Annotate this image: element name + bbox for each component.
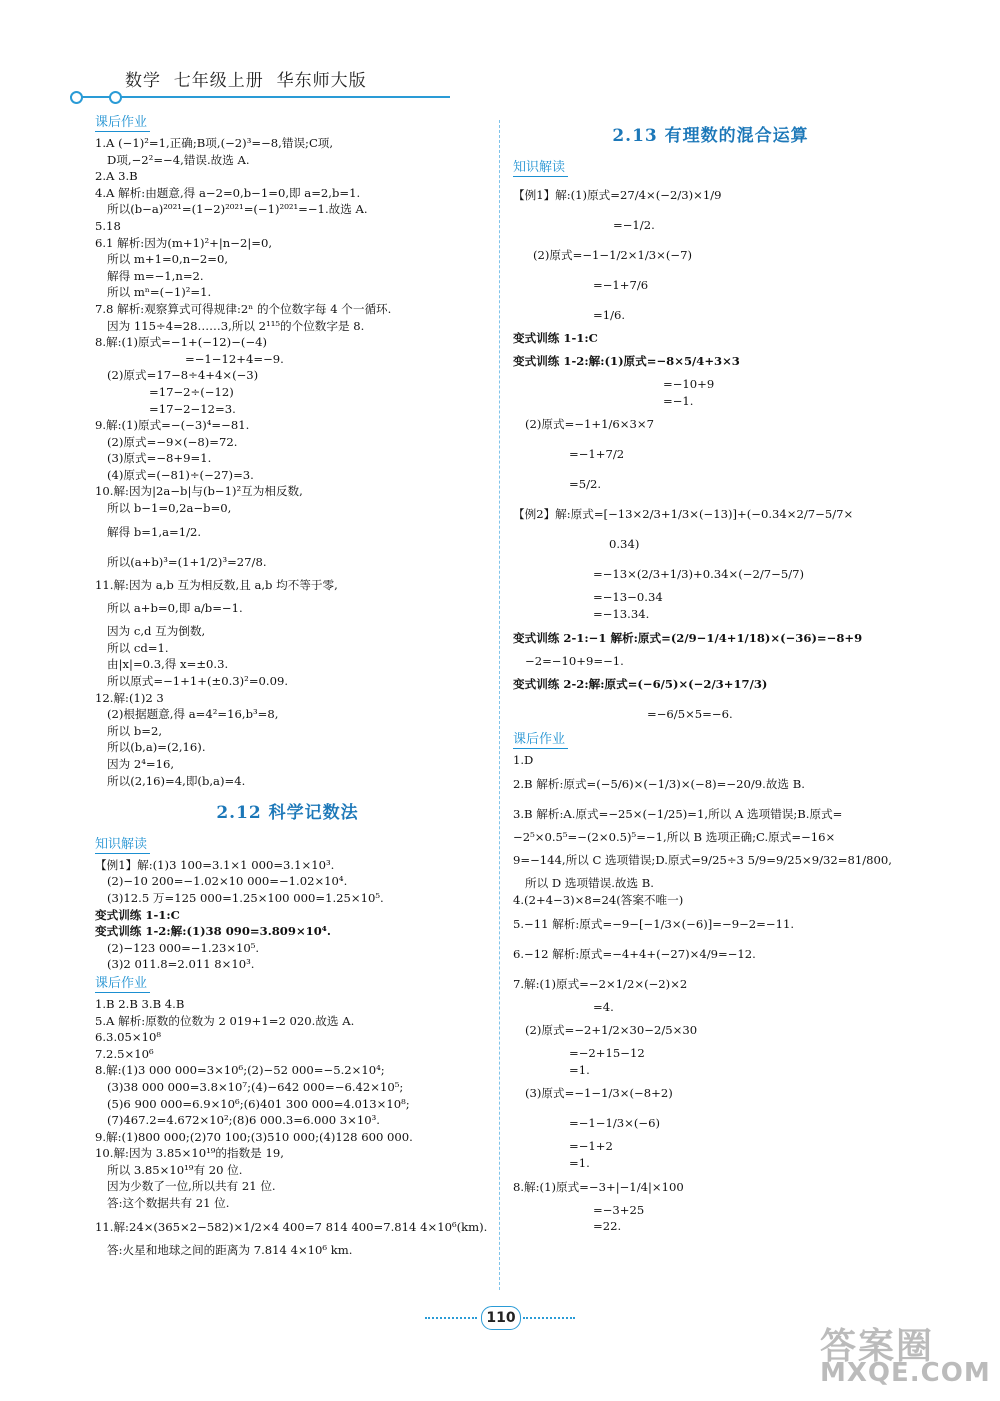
- chapter-title: 2.13 有理数的混合运算: [612, 126, 809, 146]
- chapter-title: 2.12 科学记数法: [216, 803, 359, 824]
- answer-line: =1/6.: [593, 307, 626, 322]
- answer-line: 所以(a+b)³=(1+1/2)³=27/8.: [107, 554, 267, 569]
- answer-line: 答:这个数据共有 21 位.: [107, 1196, 230, 1211]
- answer-line: 因为 2⁴=16,: [107, 757, 175, 771]
- footer-dots-right: [523, 1317, 575, 1321]
- answer-line: 6.−12 解析:原式=−4+4+(−27)×4/9=−12.: [513, 946, 756, 961]
- section-heading: 知识解读: [513, 159, 568, 177]
- answer-line: (5)6 900 000=6.9×10⁶;(6)401 300 000=4.013×10⁸;: [107, 1096, 410, 1111]
- answer-line: 所以(b,a)=(2,16).: [107, 740, 206, 755]
- header-rule: [70, 96, 450, 98]
- watermark-logo: 答案圈: [820, 1326, 935, 1367]
- answer-line: 8.解:(1)3 000 000=3×10⁶;(2)−52 000=−5.2×10⁴;: [95, 1063, 385, 1078]
- answer-line: =−1/2.: [613, 217, 655, 232]
- answer-line: 9.解:(1)800 000;(2)70 100;(3)510 000;(4)128 600 000.: [95, 1129, 413, 1144]
- answer-line: =4.: [593, 999, 614, 1014]
- answer-line: 因为 115÷4=28……3,所以 2¹¹⁵的个位数字是 8.: [107, 318, 365, 333]
- answer-line: 变式训练 1-1:C: [513, 330, 598, 345]
- answer-line: 所以 m+1=0,n−2=0,: [107, 252, 229, 267]
- answer-line: (2)−123 000=−1.23×10⁵.: [107, 940, 260, 955]
- answer-line: (2)原式=17−8÷4+4×(−3): [107, 368, 259, 383]
- answer-line: 所以 cd=1.: [107, 640, 169, 655]
- answer-line: =−6/5×5=−6.: [647, 707, 733, 722]
- answer-line: 4.A 解析:由题意,得 a−2=0,b−1=0,即 a=2,b=1.: [95, 185, 361, 200]
- answer-line: 解得 b=1,a=1/2.: [107, 524, 202, 539]
- answer-line: (3)2 011.8=2.011 8×10³.: [107, 957, 255, 972]
- answer-line: 10.解:因为|2a−b|与(b−1)²互为相反数,: [95, 484, 303, 499]
- answer-line: 11.解:24×(365×2−582)×1/2×4 400=7 814 400=7.814 4×10⁶(km).: [95, 1219, 488, 1234]
- answer-line: 2.A 3.B: [95, 169, 138, 184]
- answer-line: =−1.: [663, 393, 694, 408]
- answer-line: 11.解:因为 a,b 互为相反数,且 a,b 均不等于零,: [95, 577, 338, 592]
- answer-line: 3.B 解析:A.原式=−25×(−1/25)=1,所以 A 选项错误;B.原式=: [513, 806, 843, 821]
- answer-line: (2)原式=−2+1/2×30−2/5×30: [525, 1023, 698, 1038]
- answer-line: 所以 a+b=0,即 a/b=−1.: [107, 601, 243, 616]
- answer-line: 因为少数了一位,所以共有 21 位.: [107, 1179, 276, 1194]
- answer-line: 所以(b−a)²⁰²¹=(1−2)²⁰²¹=(−1)²⁰²¹=−1.故选 A.: [107, 202, 368, 217]
- page-header: [0, 0, 1000, 110]
- answer-line: =22.: [593, 1219, 622, 1234]
- answer-line: −2⁵×0.5⁵=−(2×0.5)⁵=−1,所以 B 选项正确;C.原式=−16×: [513, 829, 836, 844]
- answer-line: 9.解:(1)原式=−(−3)⁴=−81.: [95, 418, 250, 433]
- section-heading: 课后作业: [513, 731, 568, 749]
- answer-line: 所以 D 选项错误.故选 B.: [525, 876, 654, 891]
- answer-line: =−1+2: [569, 1139, 613, 1154]
- answer-line: =−1+7/2: [569, 447, 625, 462]
- answer-line: 12.解:(1)2 3: [95, 690, 164, 705]
- section-heading: 课后作业: [95, 114, 150, 132]
- answer-line: 8.解:(1)原式=−1+(−12)−(−4): [95, 335, 268, 350]
- answer-line: (3)12.5 万=125 000=1.25×100 000=1.25×10⁵.: [107, 890, 384, 905]
- answer-line: 0.34): [609, 537, 640, 552]
- answer-line: 6.3.05×10⁸: [95, 1030, 161, 1045]
- answer-line: 【例2】解:原式=[−13×2/3+1/3×(−13)]+(−0.34×2/7−5/7×: [513, 507, 854, 522]
- answer-line: 所以 b−1=0,2a−b=0,: [107, 501, 232, 516]
- answer-line: 9=−144,所以 C 选项错误;D.原式=9/25÷3 5/9=9/25×9/32=81/800,: [513, 853, 892, 868]
- answer-line: 【例1】解:(1)原式=27/4×(−2/3)×1/9: [513, 187, 722, 202]
- header-dot-left: [70, 91, 83, 104]
- footer-dots-left: [425, 1317, 477, 1321]
- answer-line: 1.A (−1)²=1,正确;B项,(−2)³=−8,错误;C项,: [95, 136, 334, 150]
- answer-line: =−13.34.: [593, 606, 650, 621]
- answer-line: =−10+9: [663, 377, 715, 392]
- answer-line: (3)原式=−1−1/3×(−8+2): [525, 1086, 673, 1101]
- answer-line: (4)原式=(−81)÷(−27)=3.: [107, 467, 254, 482]
- answer-line: 7.2.5×10⁶: [95, 1046, 154, 1061]
- watermark: [820, 1318, 991, 1388]
- answer-line: −2=−10+9=−1.: [525, 653, 624, 668]
- answer-line: (2)原式=−1+1/6×3×7: [525, 417, 654, 432]
- answer-line: 【例1】解:(1)3 100=3.1×1 000=3.1×10³.: [95, 857, 335, 872]
- answer-line: =17−2÷(−12): [149, 384, 234, 399]
- answer-line: 4.(2+4−3)×8=24(答案不唯一): [513, 892, 684, 907]
- answer-line: 变式训练 1-1:C: [95, 907, 180, 922]
- left-column: [95, 112, 488, 1258]
- answer-line: 所以(2,16)=4,即(b,a)=4.: [107, 773, 246, 788]
- page-number: 110: [481, 1306, 521, 1330]
- answer-line: 7.解:(1)原式=−2×1/2×(−2)×2: [513, 976, 688, 991]
- answer-line: 5.18: [95, 218, 121, 233]
- answer-line: 8.解:(1)原式=−3+|−1/4|×100: [513, 1179, 684, 1194]
- section-heading: 课后作业: [95, 975, 150, 993]
- answer-line: =−3+25: [593, 1202, 645, 1217]
- answer-line: =−1−1/3×(−6): [569, 1116, 661, 1131]
- answer-line: 解得 m=−1,n=2.: [107, 268, 204, 283]
- answer-line: =−2+15−12: [569, 1046, 645, 1061]
- answer-line: 1.D: [513, 753, 534, 768]
- answer-line: 所以 3.85×10¹⁹有 20 位.: [107, 1162, 243, 1177]
- answer-line: 10.解:因为 3.85×10¹⁹的指数是 19,: [95, 1146, 284, 1161]
- answer-line: 由|x|=0.3,得 x=±0.3.: [107, 657, 229, 672]
- answer-line: 变式训练 1-2:解:(1)38 090=3.809×10⁴.: [95, 924, 331, 939]
- answer-line: 2.B 解析:原式=(−5/6)×(−1/3)×(−8)=−20/9.故选 B.: [513, 776, 805, 791]
- column-divider: [499, 120, 500, 1290]
- section-heading: 知识解读: [95, 836, 150, 854]
- answer-line: (2)原式=−1−1/2×1/3×(−7): [533, 247, 693, 262]
- answer-line: =−1−12+4=−9.: [185, 351, 284, 366]
- answer-line: =5/2.: [569, 477, 602, 492]
- answer-line: (2)原式=−9×(−8)=72.: [107, 434, 238, 449]
- answer-line: (3)38 000 000=3.8×10⁷;(4)−642 000=−6.42×10⁵;: [107, 1079, 404, 1094]
- answer-line: (7)467.2=4.672×10²;(8)6 000.3=6.000 3×10³.: [107, 1113, 380, 1128]
- answer-line: 变式训练 2-1:−1 解析:原式=(2/9−1/4+1/18)×(−36)=−8+9: [513, 630, 863, 645]
- answer-line: =1.: [569, 1062, 590, 1077]
- answer-line: D项,−2²=−4,错误.故选 A.: [107, 152, 250, 167]
- page-footer: [425, 1306, 575, 1330]
- answer-line: =1.: [569, 1155, 590, 1170]
- answer-line: =−13−0.34: [593, 590, 663, 605]
- answer-line: (2)−10 200=−1.02×10 000=−1.02×10⁴.: [107, 874, 348, 889]
- answer-line: =17−2−12=3.: [149, 401, 236, 416]
- answer-line: 5.A 解析:原数的位数为 2 019+1=2 020.故选 A.: [95, 1013, 355, 1028]
- answer-line: 所以 b=2,: [107, 723, 163, 738]
- answer-line: 因为 c,d 互为倒数,: [107, 624, 206, 639]
- answer-line: =−1+7/6: [593, 277, 649, 292]
- answer-line: 变式训练 2-2:解:原式=(−6/5)×(−2/3+17/3): [513, 677, 768, 692]
- answer-line: 5.−11 解析:原式=−9−[−1/3×(−6)]=−9−2=−11.: [513, 916, 795, 931]
- header-title: 数学 七年级上册 华东师大版: [125, 71, 367, 91]
- right-column: [513, 112, 908, 1235]
- watermark-url: MXQE.COM: [820, 1358, 991, 1388]
- answer-line: 答:火星和地球之间的距离为 7.814 4×10⁶ km.: [107, 1242, 353, 1257]
- answer-line: (3)原式=−8+9=1.: [107, 451, 212, 466]
- answer-line: 所以原式=−1+1+(±0.3)²=0.09.: [107, 674, 289, 689]
- header-dot-right: [109, 91, 122, 104]
- answer-line: 所以 mⁿ=(−1)²=1.: [107, 285, 212, 300]
- answer-line: 1.B 2.B 3.B 4.B: [95, 996, 185, 1011]
- answer-line: =−13×(2/3+1/3)+0.34×(−2/7−5/7): [593, 567, 805, 582]
- answer-line: (2)根据题意,得 a=4²=16,b³=8,: [107, 707, 279, 722]
- answer-line: 7.8 解析:观察算式可得规律:2ⁿ 的个位数字每 4 个一循环.: [95, 301, 392, 316]
- answer-line: 变式训练 1-2:解:(1)原式=−8×5/4+3×3: [513, 354, 740, 369]
- answer-line: 6.1 解析:因为(m+1)²+|n−2|=0,: [95, 235, 273, 250]
